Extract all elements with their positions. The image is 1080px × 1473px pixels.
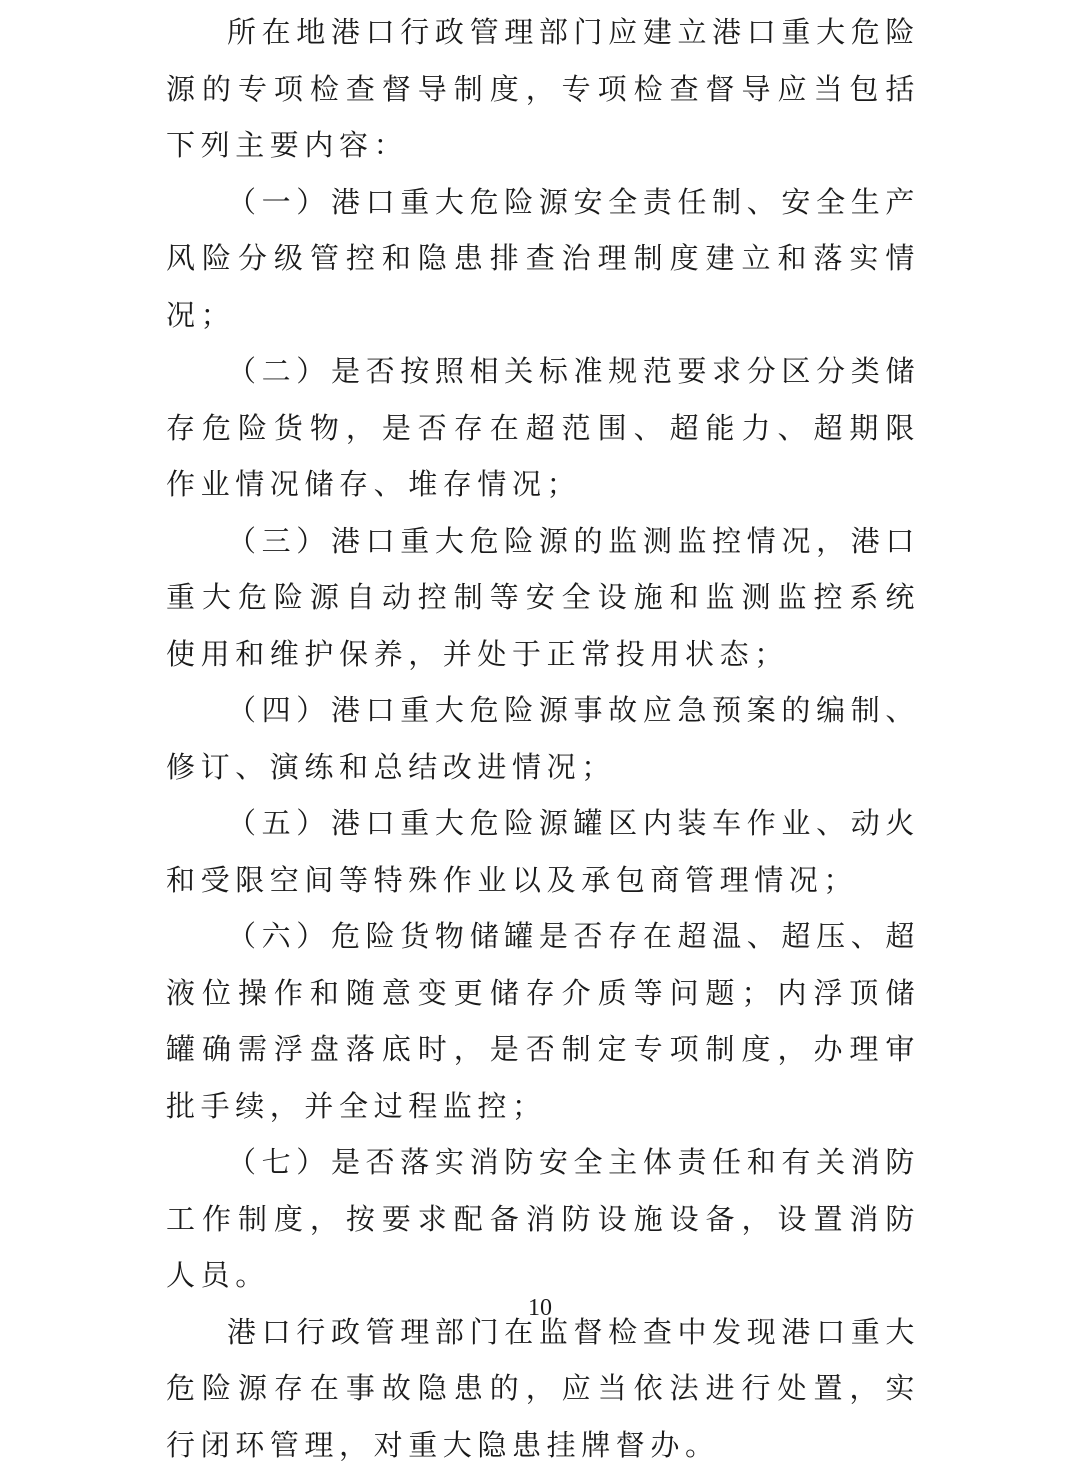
- paragraph-item-6: （六）危险货物储罐是否存在超温、超压、超液位操作和随意变更储存介质等问题；内浮顶储罐确需浮盘落底时，是否制定专项制度，办理审批手续，并全过程监控；: [166, 908, 920, 1134]
- paragraph-item-7: （七）是否落实消防安全主体责任和有关消防工作制度，按要求配备消防设施设备，设置消防人员。: [166, 1134, 920, 1304]
- paragraph-intro: 所在地港口行政管理部门应建立港口重大危险源的专项检查督导制度，专项检查督导应当包括下列主要内容：: [166, 4, 920, 174]
- document-body: [166, 4, 920, 1473]
- paragraph-item-3: （三）港口重大危险源的监测监控情况，港口重大危险源自动控制等安全设施和监测监控系统使用和维护保养，并处于正常投用状态；: [166, 513, 920, 683]
- paragraph-item-1: （一）港口重大危险源安全责任制、安全生产风险分级管控和隐患排查治理制度建立和落实情况；: [166, 174, 920, 344]
- paragraph-item-5: （五）港口重大危险源罐区内装车作业、动火和受限空间等特殊作业以及承包商管理情况；: [166, 795, 920, 908]
- paragraph-item-2: （二）是否按照相关标准规范要求分区分类储存危险货物，是否存在超范围、超能力、超期限作业情况储存、堆存情况；: [166, 343, 920, 513]
- page-number: 10: [0, 1293, 1080, 1323]
- paragraph-closing: 港口行政管理部门在监督检查中发现港口重大危险源存在事故隐患的，应当依法进行处置，实行闭环管理，对重大隐患挂牌督办。: [166, 1304, 920, 1473]
- paragraph-item-4: （四）港口重大危险源事故应急预案的编制、修订、演练和总结改进情况；: [166, 682, 920, 795]
